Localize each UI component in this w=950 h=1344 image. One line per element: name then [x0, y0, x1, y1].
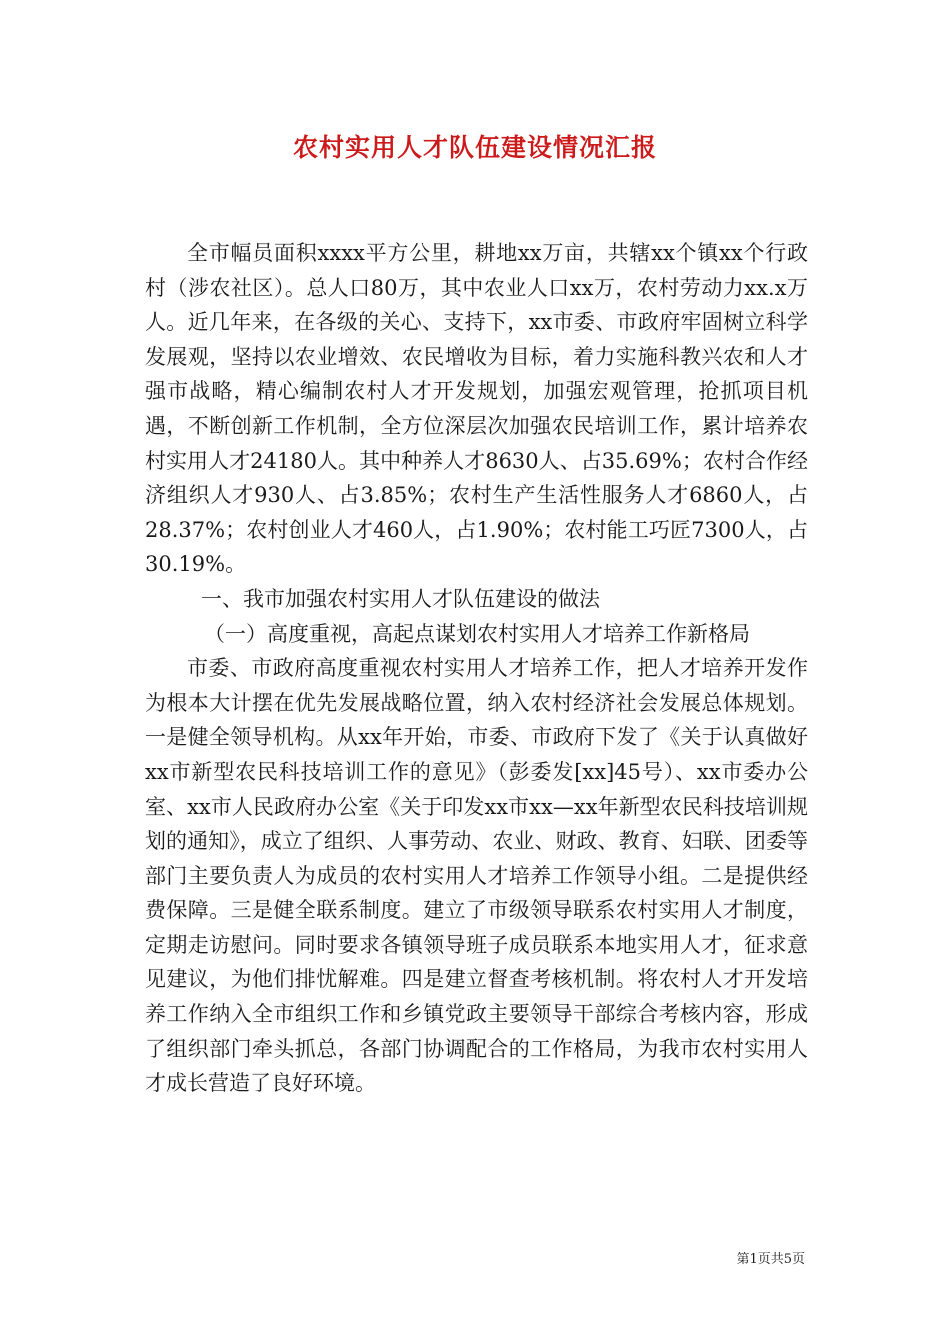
- subsection-heading-1: （一）高度重视，高起点谋划农村实用人才培养工作新格局: [204, 621, 750, 646]
- document-title: 农村实用人才队伍建设情况汇报: [292, 133, 657, 162]
- document-body: [145, 236, 808, 1101]
- paragraph-measures: 市委、市政府高度重视农村实用人才培养工作，把人才培养开发作为根本大计摆在优先发展战略位置，纳入农村经济社会发展总体规划。一是健全领导机构。从xx年开始，市委、市政府下发了《关于认真做好xx市新型农民科技培训工作的意见》（彭委发[xx]45号）、xx市委办公室、xx市人民政府办公室《关于印发xx市xx—xx年新型农民科技培训规划的通知》，成立了组织、人事劳动、农业、财政、教育、妇联、团委等部门主要负责人为成员的农村实用人才培养工作领导小组。二是提供经费保障。三是健全联系制度。建立了市级领导联系农村实用人才制度，定期走访慰问。同时要求各镇领导班子成员联系本地实用人才，征求意见建议，为他们排忧解难。四是建立督查考核机制。将农村人才开发培养工作纳入全市组织工作和乡镇党政主要领导干部综合考核内容，形成了组织部门牵头抓总，各部门协调配合的工作格局，为我市农村实用人才成长营造了良好环境。: [145, 656, 808, 1096]
- page-number-footer: 第1页共5页: [736, 1252, 805, 1267]
- paragraph-overview: 全市幅员面积xxxx平方公里，耕地xx万亩，共辖xx个镇xx个行政村（涉农社区）。总人口80万，其中农业人口xx万，农村劳动力xx.x万人。近几年来，在各级的关心、支持下，xx市委、市政府牢固树立科学发展观，坚持以农业增效、农民增收为目标，着力实施科教兴农和人才强市战略，精心编制农村人才开发规划，加强宏观管理，抢抓项目机遇，不断创新工作机制，全方位深层次加强农民培训工作，累计培养农村实用人才24180人。其中种养人才8630人、占35.69%；农村合作经济组织人才930人、占3.85%；农村生产生活性服务人才6860人，占28.37%；农村创业人才460人，占1.90%；农村能工巧匠7300人，占30.19%。: [145, 241, 808, 577]
- section-heading-1: 一、我市加强农村实用人才队伍建设的做法: [201, 586, 600, 611]
